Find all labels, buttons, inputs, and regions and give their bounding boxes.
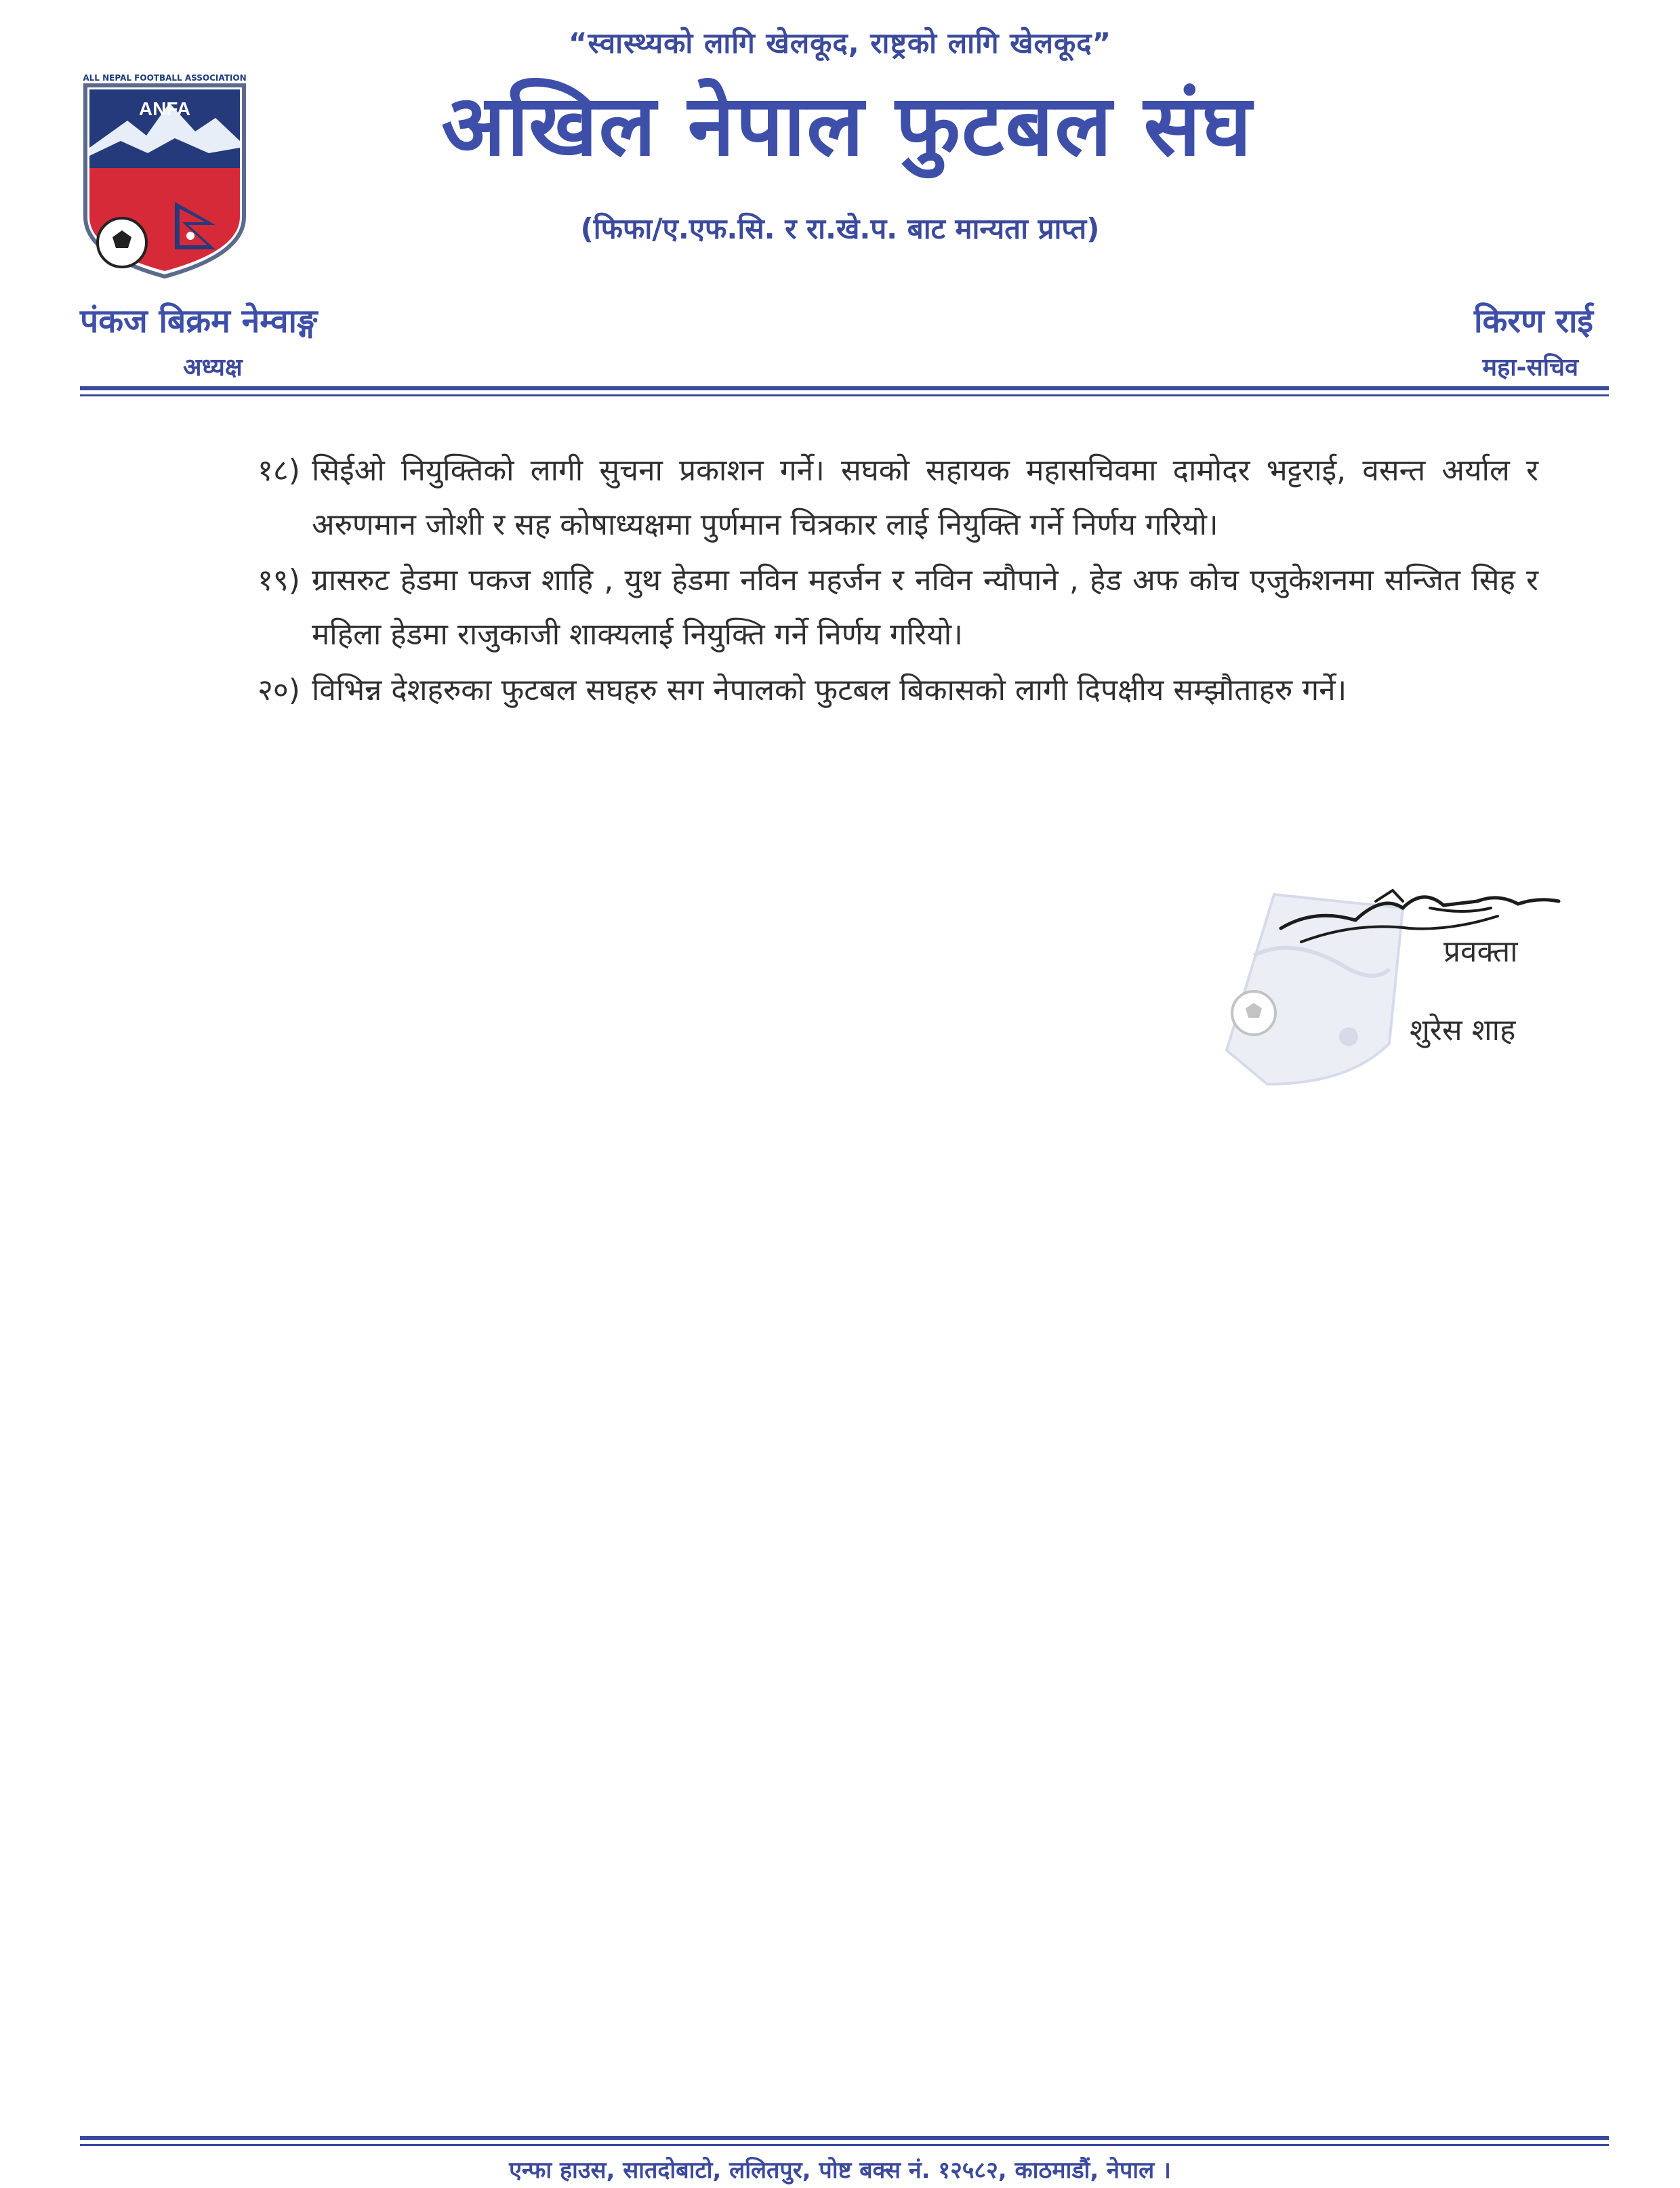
minute-item bbox=[258, 554, 1538, 662]
organization-title: अखिल नेपाल फुटबल संघ bbox=[441, 77, 1253, 175]
minute-number: १८) bbox=[258, 453, 300, 488]
president-title: अध्यक्ष bbox=[183, 354, 243, 381]
affiliation-line: (फिफा/ए.एफ.सि. र रा.खे.प. बाट मान्यता प्राप्त) bbox=[580, 212, 1100, 245]
minute-number: २०) bbox=[258, 673, 300, 707]
header-divider bbox=[80, 386, 1609, 390]
minute-text: सिईओ नियुक्तिको लागी सुचना प्रकाशन गर्ने। सघको सहायक महासचिवमा दामोदर भट्टराई, वसन्त अर्याल र अरुणमान जोशी र सह कोषाध्यक्षमा पुर्णमान चित्रकार लाई नियुक्ति गर्ने निर्णय गरियो। bbox=[312, 453, 1538, 542]
minute-text: ग्रासरुट हेडमा पकज शाहि , युथ हेडमा नविन महर्जन र नविन न्यौपाने , हेड अफ कोच एजुकेशनमा सन्जित सिह र महिला हेडमा राजुकाजी शाक्यलाई नियुक्ति गर्ने निर्णय गरियो। bbox=[312, 563, 1538, 652]
signatory-name: शुरेस शाह bbox=[1410, 1013, 1516, 1048]
logo-caption: ALL NEPAL FOOTBALL ASSOCIATION bbox=[83, 73, 247, 83]
logo-text: ANFA bbox=[138, 98, 191, 119]
signature bbox=[1274, 881, 1572, 955]
footer-address: एन्फा हाउस, सातदोबाटो, ललितपुर, पोष्ट बक्स नं. १२५८२, काठमाडौं, नेपाल । bbox=[509, 2157, 1171, 2184]
anfa-logo bbox=[80, 73, 249, 283]
footer-divider-thin bbox=[80, 2144, 1609, 2146]
motto: “स्वास्थ्यको लागि खेलकूद, राष्ट्रको लागि खेलकूद” bbox=[568, 26, 1112, 60]
minute-item bbox=[258, 444, 1538, 552]
minute-item bbox=[258, 663, 1538, 718]
minute-number: १९) bbox=[258, 563, 300, 598]
secretary-title: महा-सचिव bbox=[1482, 354, 1578, 381]
minutes-list bbox=[258, 444, 1538, 719]
header-divider-thin bbox=[80, 394, 1609, 396]
secretary-name: किरण राई bbox=[1474, 302, 1593, 340]
president-name: पंकज बिक्रम नेम्वाङ्ग bbox=[80, 302, 318, 340]
minute-text: विभिन्न देशहरुका फुटबल सघहरु सग नेपालको फुटबल बिकासको लागी दिपक्षीय सम्झौताहरु गर्ने। bbox=[312, 673, 1347, 707]
footer-divider bbox=[80, 2136, 1609, 2140]
signatory-title: प्रवक्ता bbox=[1443, 934, 1518, 969]
